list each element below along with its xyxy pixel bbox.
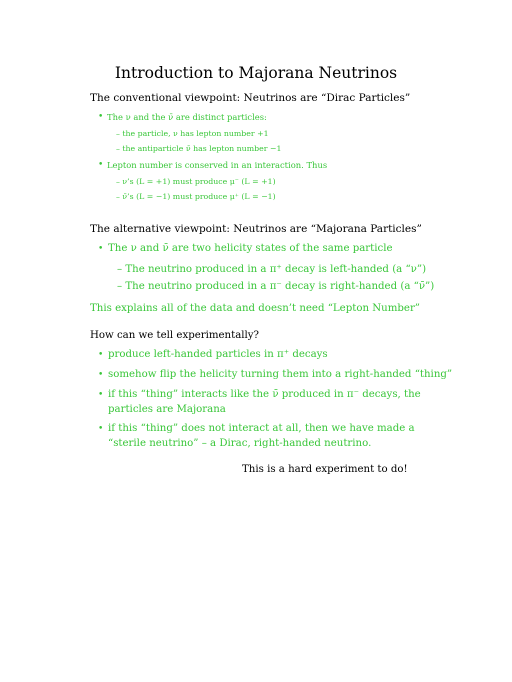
section3-bullet1: produce left-handed particles in π⁺ decays [108, 349, 328, 360]
section3-bullet3-line1: if this “thing” interacts like the ν̄ produced in π⁻ decays, the [108, 389, 421, 400]
section1-bullet2: Lepton number is conserved in an interaction. Thus [107, 160, 328, 170]
section2-sub2: – The neutrino produced in a π⁻ decay is right-handed (a “ν̄”) [117, 281, 435, 292]
bullet-dot: • [98, 244, 104, 254]
bullet-dot: • [98, 370, 104, 380]
section2-sub1: – The neutrino produced in a π⁺ decay is left-handed (a “ν”) [117, 264, 427, 275]
bullet-dot: • [98, 112, 104, 122]
bullet-dot: • [98, 390, 104, 400]
slide-title: Introduction to Majorana Neutrinos [114, 64, 398, 82]
section3-bullet4-line2: “sterile neutrino” – a Dirac, right-handed neutrino. [108, 438, 372, 449]
section3-bullet2: somehow flip the helicity turning them into a right-handed “thing” [108, 369, 453, 380]
section1-heading: The conventional viewpoint: Neutrinos are “Dirac Particles” [90, 92, 411, 104]
bullet-dot: • [98, 350, 104, 360]
section1-sub2: – the antiparticle ν̄ has lepton number −1 [116, 144, 282, 153]
bullet-dot: • [98, 424, 104, 434]
section1-sub4: – ν̄’s (L = −1) must produce μ⁺ (L = −1) [116, 192, 276, 201]
section2-explanation: This explains all of the data and doesn’t need “Lepton Number” [90, 303, 421, 314]
section3-bullet3-line2: particles are Majorana [108, 404, 226, 415]
section1-bullet1: The ν and the ν̄ are distinct particles: [107, 112, 267, 122]
closing-remark: This is a hard experiment to do! [242, 464, 408, 475]
section2-bullet1: The ν and ν̄ are two helicity states of the same particle [108, 243, 393, 254]
section3-bullet4-line1: if this “thing” does not interact at all, then we have made a [108, 423, 415, 434]
section2-heading: The alternative viewpoint: Neutrinos are “Majorana Particles” [90, 223, 422, 235]
section1-sub3: – ν’s (L = +1) must produce μ⁻ (L = +1) [116, 177, 276, 186]
section1-sub1: – the particle, ν has lepton number +1 [116, 129, 269, 138]
section3-heading: How can we tell experimentally? [90, 330, 260, 341]
bullet-dot: • [98, 160, 104, 170]
